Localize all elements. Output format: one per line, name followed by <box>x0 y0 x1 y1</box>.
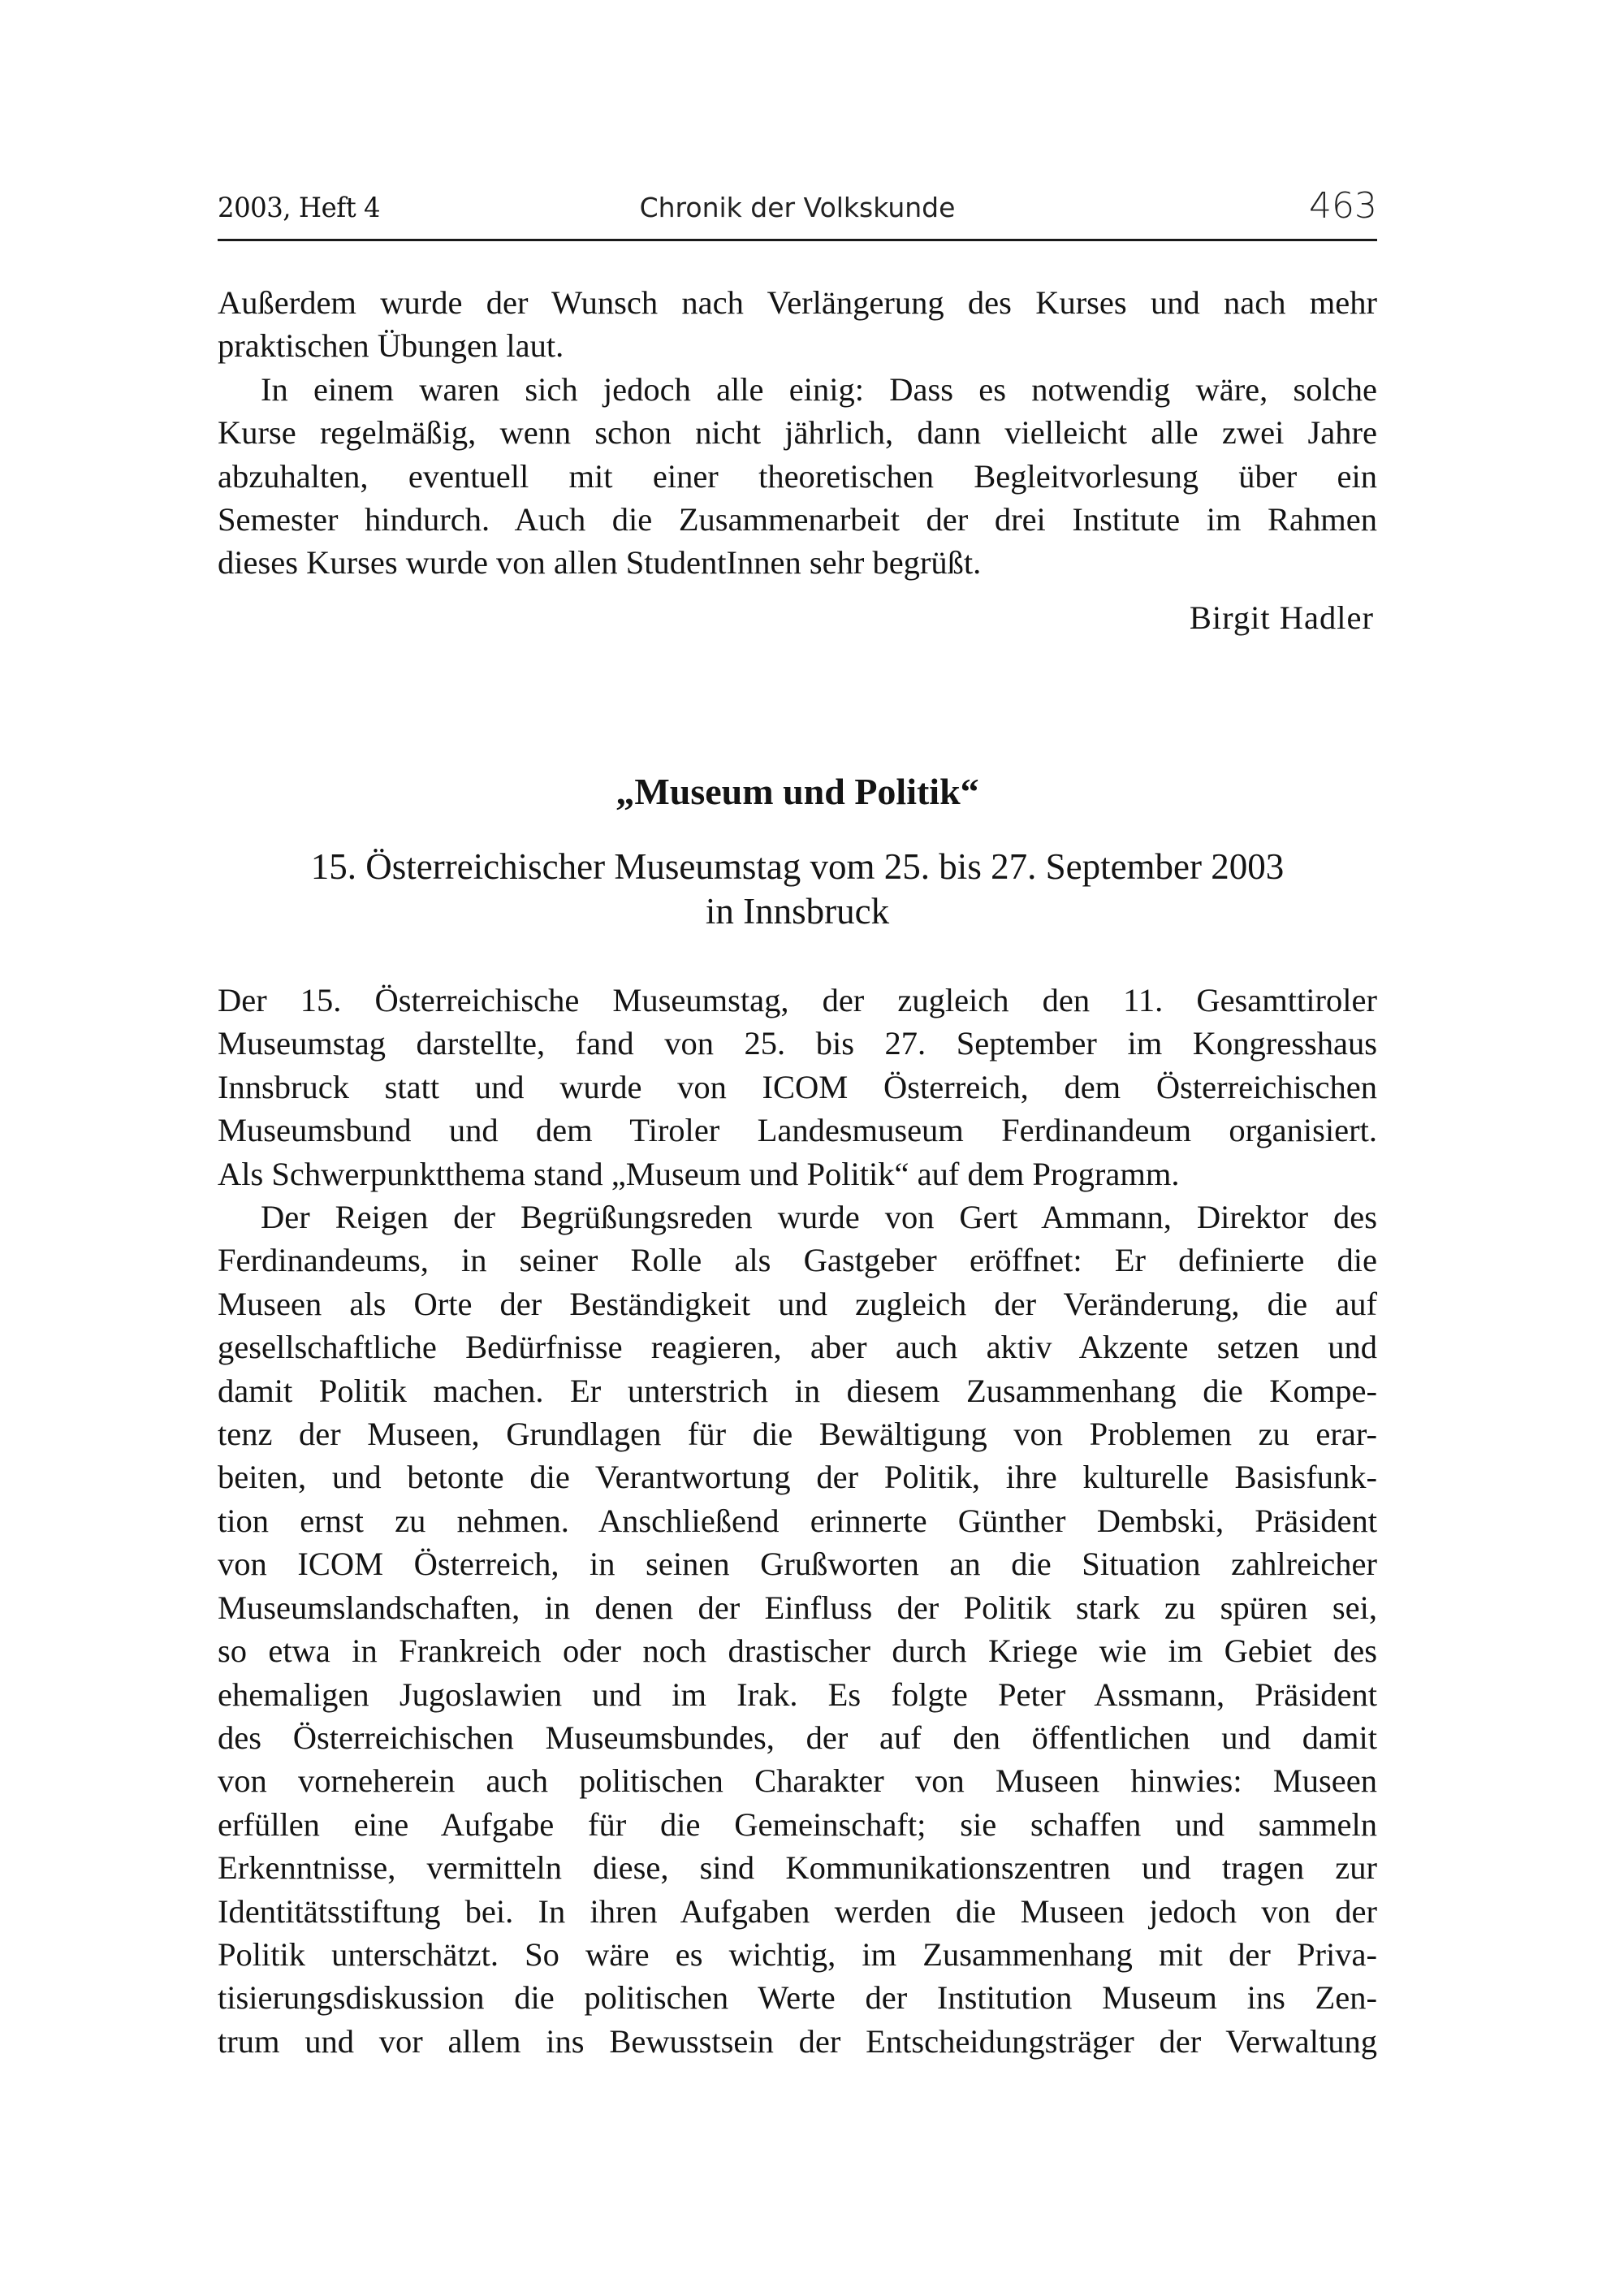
text-line: Museumslandschaften, in denen der Einfluss der Politik stark zu spüren sei, <box>218 1589 1377 1626</box>
header-rule <box>218 239 1377 241</box>
text-line: Außerdem wurde der Wunsch nach Verlängerung des Kurses und nach mehr <box>218 284 1377 321</box>
text-line: Der Reigen der Begrüßungsreden wurde von Gert Ammann, Direktor des <box>261 1199 1377 1236</box>
text-line: tion ernst zu nehmen. Anschließend erinnerte Günther Dembski, Präsident <box>218 1502 1377 1539</box>
previous-article-text <box>218 281 1377 585</box>
text-line: gesellschaftliche Bedürfnisse reagieren, aber auch aktiv Akzente setzen und <box>218 1329 1377 1366</box>
article-body <box>218 979 1377 2063</box>
text-line: praktischen Übungen laut. <box>218 327 564 365</box>
text-line: von vorneherein auch politischen Charakter von Museen hinwies: Museen <box>218 1762 1377 1800</box>
text-line: Museumsbund und dem Tiroler Landesmuseum Ferdinandeum organisiert. <box>218 1112 1377 1149</box>
text-line: Erkenntnisse, vermitteln diese, sind Kommunikationszentren und tragen zur <box>218 1849 1377 1887</box>
subtitle-line: 15. Österreichischer Museumstag vom 25. bis 27. September 2003 <box>310 846 1285 887</box>
text-line: Museumstag darstellte, fand von 25. bis 27. September im Kongresshaus <box>218 1025 1377 1062</box>
text-line: Der 15. Österreichische Museumstag, der zugleich den 11. Gesamttiroler <box>218 982 1377 1018</box>
text-line: tisierungsdiskussion die politischen Werte der Institution Museum ins Zen- <box>218 1979 1377 2017</box>
text-line: des Österreichischen Museumsbundes, der auf den öffentlichen und damit <box>218 1719 1377 1756</box>
paragraph <box>218 979 1377 1196</box>
article-subtitle <box>218 845 1377 934</box>
text-line: Ferdinandeums, in seiner Rolle als Gastgeber eröffnet: Er definierte die <box>218 1242 1377 1279</box>
text-line: beiten, und betonte die Verantwortung der Politik, ihre kulturelle Basisfunk- <box>218 1459 1377 1496</box>
paragraph <box>218 368 1377 585</box>
running-head <box>218 185 1377 226</box>
journal-section-title: Chronik der Volkskunde <box>639 192 956 223</box>
text-line: erfüllen eine Aufgabe für die Gemeinschaft; sie schaffen und sammeln <box>218 1805 1377 1843</box>
paragraph <box>218 281 1377 368</box>
text-line: dieses Kurses wurde von allen StudentInnen sehr begrüßt. <box>218 544 982 582</box>
page-number: 463 <box>1309 185 1377 227</box>
text-line: ehemaligen Jugoslawien und im Irak. Es folgte Peter Assmann, Präsident <box>218 1676 1377 1713</box>
text-line: Semester hindurch. Auch die Zusammenarbeit der drei Institute im Rahmen <box>218 501 1377 538</box>
text-line: so etwa in Frankreich oder noch drastischer durch Kriege wie im Gebiet des <box>218 1632 1377 1670</box>
article-title: „Museum und Politik“ <box>615 771 979 812</box>
text-line: Innsbruck statt und wurde von ICOM Österreich, dem Österreichischen <box>218 1068 1377 1105</box>
text-line: Als Schwerpunktthema stand „Museum und Politik“ auf dem Programm. <box>218 1155 1180 1192</box>
text-line: Kurse regelmäßig, wenn schon nicht jährlich, dann vielleicht alle zwei Jahre <box>218 414 1377 452</box>
text-line: Identitätsstiftung bei. In ihren Aufgaben werden die Museen jedoch von der <box>218 1892 1377 1930</box>
paragraph <box>218 1196 1377 2063</box>
issue-label: 2003, Heft 4 <box>218 192 381 224</box>
text-line: von ICOM Österreich, in seinen Grußworten an die Situation zahlreicher <box>218 1546 1377 1583</box>
author-signature: Birgit Hadler <box>1189 599 1374 636</box>
text-line: abzuhalten, eventuell mit einer theoretischen Begleitvorlesung über ein <box>218 457 1377 495</box>
text-line: In einem waren sich jedoch alle einig: Dass es notwendig wäre, solche <box>261 370 1377 408</box>
text-line: damit Politik machen. Er unterstrich in diesem Zusammenhang die Kompe- <box>218 1372 1377 1409</box>
text-line: tenz der Museen, Grundlagen für die Bewältigung von Problemen zu erar- <box>218 1416 1377 1453</box>
text-line: Museen als Orte der Beständigkeit und zugleich der Veränderung, die auf <box>218 1285 1377 1322</box>
subtitle-line: in Innsbruck <box>705 891 890 932</box>
text-line: Politik unterschätzt. So wäre es wichtig, im Zusammenhang mit der Priva- <box>218 1935 1377 1973</box>
text-line: trum und vor allem ins Bewusstsein der Entscheidungsträger der Verwaltung <box>218 2022 1377 2060</box>
